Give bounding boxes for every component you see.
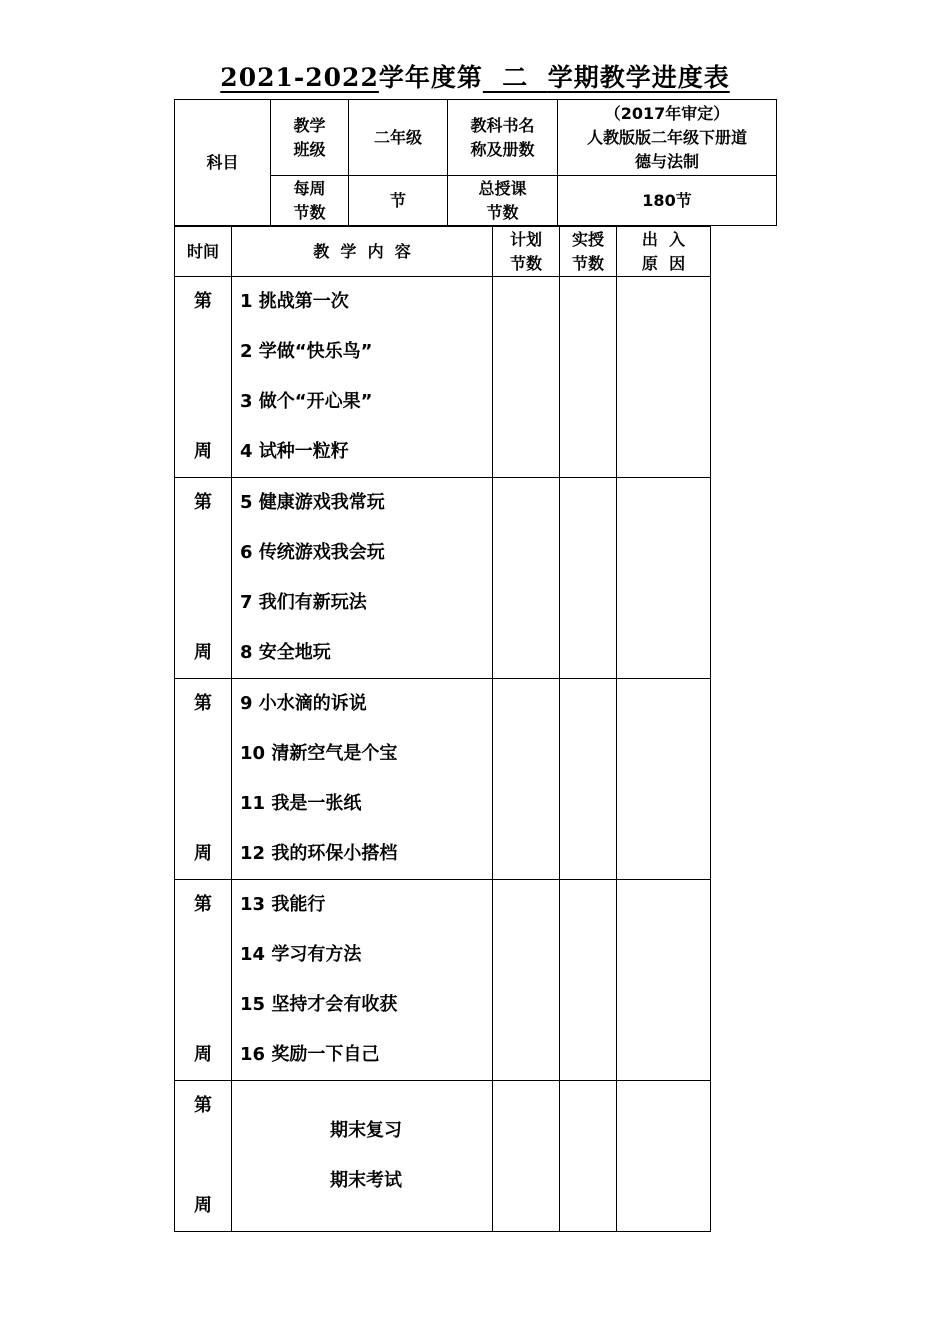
subject-label: 科目 [175,100,271,226]
lesson-item: 13 我能行 [240,894,326,915]
header-planned: 计划 节数 [493,227,560,277]
actual-cell [560,277,617,478]
week-top: 第 [194,894,212,915]
lesson-item: 5 健康游戏我常玩 [240,492,385,513]
header-content: 教 学 内 容 [232,227,493,277]
actual-cell [560,880,617,1081]
week-cell [175,679,232,880]
table-row [175,1081,711,1232]
week-top: 第 [194,291,212,312]
class-value: 二年级 [349,100,448,176]
actual-cell [560,679,617,880]
reason-cell [617,1081,711,1232]
week-bottom: 周 [194,642,212,663]
week-cell [175,478,232,679]
planned-cell [493,679,560,880]
lesson-item: 4 试种一粒籽 [240,441,349,462]
week-top: 第 [194,492,212,513]
weekly-label: 每周 节数 [271,176,349,226]
title-suffix: 学期教学进度表 [547,63,730,92]
lesson-item: 3 做个“开心果” [240,391,373,412]
week-bottom: 周 [194,441,212,462]
total-value: 180节 [558,176,777,226]
schedule-header-row [175,227,711,277]
table-row [175,277,711,478]
week-cell [175,880,232,1081]
lesson-item: 6 传统游戏我会玩 [240,542,385,563]
week-cell [175,1081,232,1232]
planned-cell [493,277,560,478]
reason-cell [617,277,711,478]
reason-cell [617,478,711,679]
actual-cell [560,478,617,679]
content-cell [232,277,493,478]
lesson-item: 10 清新空气是个宝 [240,743,398,764]
lesson-item: 16 奖励一下自己 [240,1044,380,1065]
lesson-item: 12 我的环保小搭档 [240,843,398,864]
content-cell [232,1081,493,1232]
weekly-value: 节 [349,176,448,226]
planned-cell [493,1081,560,1232]
header-actual: 实授 节数 [560,227,617,277]
lesson-item: 7 我们有新玩法 [240,592,367,613]
week-top: 第 [194,693,212,714]
lesson-item: 2 学做“快乐鸟” [240,341,373,362]
reason-cell [617,679,711,880]
content-cell [232,679,493,880]
planned-cell [493,880,560,1081]
lesson-item: 9 小水滴的诉说 [240,693,367,714]
book-label: 教科书名 称及册数 [448,100,558,176]
title-year: 2021-2022 [220,63,379,92]
schedule-table [174,226,711,1232]
week-bottom: 周 [194,1044,212,1065]
week-bottom: 周 [194,1195,212,1216]
final-item: 期末复习 [330,1120,402,1141]
total-label: 总授课 节数 [448,176,558,226]
table-row [175,880,711,1081]
final-item: 期末考试 [330,1170,402,1191]
info-table [174,99,777,226]
actual-cell [560,1081,617,1232]
content-cell [232,880,493,1081]
week-cell [175,277,232,478]
book-value: （2017年审定） 人教版版二年级下册道 德与法制 [558,100,777,176]
lesson-item: 1 挑战第一次 [240,291,349,312]
table-row [175,679,711,880]
reason-cell [617,880,711,1081]
lesson-item: 8 安全地玩 [240,642,331,663]
header-reason: 出 入 原 因 [617,227,711,277]
lesson-item: 14 学习有方法 [240,944,362,965]
lesson-item: 15 坚持才会有收获 [240,994,398,1015]
week-top: 第 [194,1095,212,1116]
planned-cell [493,478,560,679]
table-row [175,478,711,679]
lesson-item: 11 我是一张纸 [240,793,362,814]
page-title [0,58,950,94]
content-cell [232,478,493,679]
class-label: 教学 班级 [271,100,349,176]
title-middle: 学年度第 [378,63,483,92]
header-time: 时间 [175,227,232,277]
title-term: 二 [482,63,548,92]
week-bottom: 周 [194,843,212,864]
